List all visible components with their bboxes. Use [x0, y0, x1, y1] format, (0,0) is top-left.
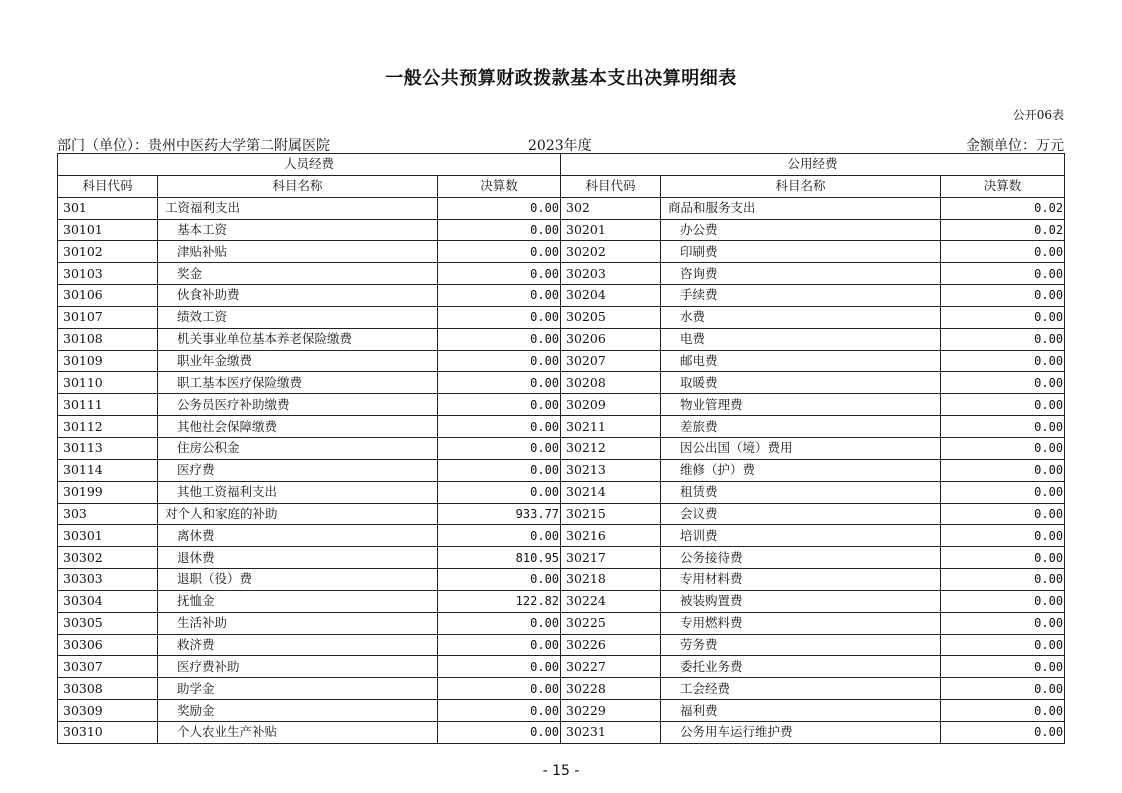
left-code-cell: 30306 — [58, 634, 158, 656]
table-row — [58, 656, 1065, 678]
left-code-cell: 30114 — [58, 459, 158, 481]
table-row — [58, 481, 1065, 503]
right-name-cell: 手续费 — [661, 285, 941, 307]
left-amount-cell: 0.00 — [438, 306, 561, 328]
left-code-cell: 30304 — [58, 590, 158, 612]
year-label: 2023年度 — [528, 138, 592, 154]
right-name-cell: 邮电费 — [661, 350, 941, 372]
right-name-cell: 水费 — [661, 306, 941, 328]
table-row — [58, 394, 1065, 416]
right-name-cell: 办公费 — [661, 219, 941, 241]
table-row — [58, 372, 1065, 394]
right-amount-cell: 0.00 — [941, 700, 1065, 722]
right-code-cell: 30205 — [561, 306, 661, 328]
left-name-cell: 津贴补贴 — [158, 241, 438, 263]
left-name-cell: 退休费 — [158, 547, 438, 569]
right-amount-cell: 0.00 — [941, 656, 1065, 678]
left-code-cell: 30107 — [58, 306, 158, 328]
left-code-cell: 303 — [58, 503, 158, 525]
left-code-cell: 30101 — [58, 219, 158, 241]
left-amount-cell: 0.00 — [438, 481, 561, 503]
left-amount-cell: 0.00 — [438, 219, 561, 241]
expenditure-table — [57, 153, 1065, 744]
table-row — [58, 569, 1065, 591]
right-name-cell: 会议费 — [661, 503, 941, 525]
right-name-cell: 印刷费 — [661, 241, 941, 263]
right-amount-cell: 0.00 — [941, 481, 1065, 503]
right-name-cell: 公务接待费 — [661, 547, 941, 569]
right-amount-cell: 0.00 — [941, 285, 1065, 307]
right-name-cell: 租赁费 — [661, 481, 941, 503]
left-name-cell: 奖金 — [158, 263, 438, 285]
right-amount-cell: 0.00 — [941, 525, 1065, 547]
left-name-cell: 离休费 — [158, 525, 438, 547]
right-amount-cell: 0.02 — [941, 219, 1065, 241]
right-name-cell: 差旅费 — [661, 416, 941, 438]
left-code-cell: 30303 — [58, 569, 158, 591]
table-row — [58, 525, 1065, 547]
right-code-cell: 30209 — [561, 394, 661, 416]
right-code-cell: 30228 — [561, 678, 661, 700]
left-code-cell: 30301 — [58, 525, 158, 547]
right-name-cell: 因公出国（境）费用 — [661, 437, 941, 459]
department-label: 部门（单位）：贵州中医药大学第二附属医院 — [57, 138, 330, 154]
right-amount-cell: 0.00 — [941, 306, 1065, 328]
left-amount-cell: 0.00 — [438, 241, 561, 263]
left-code-cell: 30102 — [58, 241, 158, 263]
table-row — [58, 416, 1065, 438]
left-amount-cell: 0.00 — [438, 700, 561, 722]
left-amount-cell: 0.00 — [438, 459, 561, 481]
unit-label: 金额单位：万元 — [966, 138, 1064, 154]
right-amount-cell: 0.00 — [941, 569, 1065, 591]
left-name-cell: 公务员医疗补助缴费 — [158, 394, 438, 416]
right-name-cell: 维修（护）费 — [661, 459, 941, 481]
table-row — [58, 678, 1065, 700]
right-amount-cell: 0.00 — [941, 503, 1065, 525]
left-name-cell: 抚恤金 — [158, 590, 438, 612]
left-name-cell: 机关事业单位基本养老保险缴费 — [158, 328, 438, 350]
left-name-cell: 医疗费补助 — [158, 656, 438, 678]
personnel-group-header: 人员经费 — [58, 154, 561, 176]
right-code-cell: 30203 — [561, 263, 661, 285]
left-amount-cell: 0.00 — [438, 394, 561, 416]
table-row — [58, 197, 1065, 219]
left-code-cell: 30307 — [58, 656, 158, 678]
table-row — [58, 219, 1065, 241]
left-amount-cell: 0.00 — [438, 525, 561, 547]
right-code-cell: 30215 — [561, 503, 661, 525]
left-amount-cell: 810.95 — [438, 547, 561, 569]
right-amount-cell: 0.00 — [941, 590, 1065, 612]
left-name-cell: 基本工资 — [158, 219, 438, 241]
left-code-cell: 30302 — [58, 547, 158, 569]
right-code-cell: 30224 — [561, 590, 661, 612]
left-amount-cell: 0.00 — [438, 328, 561, 350]
right-amount-cell: 0.00 — [941, 241, 1065, 263]
table-row — [58, 700, 1065, 722]
left-name-cell: 对个人和家庭的补助 — [158, 503, 438, 525]
table-row — [58, 459, 1065, 481]
right-amount-cell: 0.00 — [941, 437, 1065, 459]
left-name-cell: 奖励金 — [158, 700, 438, 722]
right-name-cell: 电费 — [661, 328, 941, 350]
right-code-cell: 30201 — [561, 219, 661, 241]
table-row — [58, 328, 1065, 350]
left-name-cell: 其他工资福利支出 — [158, 481, 438, 503]
left-code-cell: 30108 — [58, 328, 158, 350]
left-code-header: 科目代码 — [58, 175, 158, 197]
right-code-cell: 30217 — [561, 547, 661, 569]
table-row — [58, 634, 1065, 656]
right-name-cell: 被装购置费 — [661, 590, 941, 612]
left-amount-cell: 0.00 — [438, 437, 561, 459]
column-header-row — [58, 175, 1065, 197]
table-row — [58, 437, 1065, 459]
right-amount-cell: 0.00 — [941, 634, 1065, 656]
left-code-cell: 30113 — [58, 437, 158, 459]
right-code-cell: 30212 — [561, 437, 661, 459]
right-code-cell: 30229 — [561, 700, 661, 722]
left-code-cell: 30310 — [58, 721, 158, 743]
right-code-cell: 30216 — [561, 525, 661, 547]
public-group-header: 公用经费 — [561, 154, 1065, 176]
right-amount-cell: 0.00 — [941, 678, 1065, 700]
right-amount-cell: 0.00 — [941, 721, 1065, 743]
left-name-cell: 工资福利支出 — [158, 197, 438, 219]
left-name-cell: 绩效工资 — [158, 306, 438, 328]
table-row — [58, 306, 1065, 328]
form-number: 公开06表 — [1012, 108, 1064, 122]
left-amount-cell: 0.00 — [438, 634, 561, 656]
left-name-cell: 生活补助 — [158, 612, 438, 634]
left-code-cell: 30109 — [58, 350, 158, 372]
left-amount-cell: 0.00 — [438, 678, 561, 700]
right-code-cell: 30213 — [561, 459, 661, 481]
left-amount-cell: 933.77 — [438, 503, 561, 525]
right-code-cell: 30206 — [561, 328, 661, 350]
right-name-cell: 工会经费 — [661, 678, 941, 700]
left-amount-cell: 0.00 — [438, 569, 561, 591]
right-name-cell: 公务用车运行维护费 — [661, 721, 941, 743]
left-name-header: 科目名称 — [158, 175, 438, 197]
right-code-cell: 30211 — [561, 416, 661, 438]
table-row — [58, 241, 1065, 263]
right-name-cell: 委托业务费 — [661, 656, 941, 678]
right-code-cell: 30207 — [561, 350, 661, 372]
right-code-cell: 30227 — [561, 656, 661, 678]
left-name-cell: 救济费 — [158, 634, 438, 656]
left-amount-cell: 0.00 — [438, 416, 561, 438]
left-name-cell: 助学金 — [158, 678, 438, 700]
left-amount-cell: 0.00 — [438, 263, 561, 285]
right-code-cell: 302 — [561, 197, 661, 219]
left-name-cell: 医疗费 — [158, 459, 438, 481]
table-row — [58, 721, 1065, 743]
right-code-cell: 30226 — [561, 634, 661, 656]
right-name-cell: 劳务费 — [661, 634, 941, 656]
left-name-cell: 个人农业生产补贴 — [158, 721, 438, 743]
right-code-cell: 30202 — [561, 241, 661, 263]
left-code-cell: 30308 — [58, 678, 158, 700]
left-code-cell: 30309 — [58, 700, 158, 722]
right-amount-cell: 0.00 — [941, 394, 1065, 416]
right-amount-cell: 0.00 — [941, 459, 1065, 481]
right-amount-cell: 0.00 — [941, 263, 1065, 285]
left-amount-cell: 0.00 — [438, 197, 561, 219]
table-row — [58, 263, 1065, 285]
table-row — [58, 503, 1065, 525]
right-name-header: 科目名称 — [661, 175, 941, 197]
right-code-cell: 30231 — [561, 721, 661, 743]
left-amount-cell: 0.00 — [438, 721, 561, 743]
left-amount-cell: 0.00 — [438, 285, 561, 307]
right-name-cell: 取暖费 — [661, 372, 941, 394]
right-code-cell: 30225 — [561, 612, 661, 634]
left-code-cell: 30199 — [58, 481, 158, 503]
left-name-cell: 其他社会保障缴费 — [158, 416, 438, 438]
right-code-cell: 30208 — [561, 372, 661, 394]
left-name-cell: 职业年金缴费 — [158, 350, 438, 372]
left-amount-cell: 0.00 — [438, 612, 561, 634]
right-amount-cell: 0.00 — [941, 328, 1065, 350]
left-amount-cell: 0.00 — [438, 350, 561, 372]
right-code-cell: 30214 — [561, 481, 661, 503]
left-name-cell: 退职（役）费 — [158, 569, 438, 591]
left-code-cell: 301 — [58, 197, 158, 219]
right-code-cell: 30218 — [561, 569, 661, 591]
table-row — [58, 285, 1065, 307]
left-code-cell: 30110 — [58, 372, 158, 394]
table-row — [58, 590, 1065, 612]
left-code-cell: 30106 — [58, 285, 158, 307]
right-amount-cell: 0.00 — [941, 612, 1065, 634]
right-name-cell: 培训费 — [661, 525, 941, 547]
table-row — [58, 612, 1065, 634]
table-row — [58, 350, 1065, 372]
right-amount-header: 决算数 — [941, 175, 1065, 197]
left-amount-cell: 0.00 — [438, 372, 561, 394]
right-code-cell: 30204 — [561, 285, 661, 307]
right-name-cell: 专用材料费 — [661, 569, 941, 591]
page-title: 一般公共预算财政拨款基本支出决算明细表 — [385, 68, 737, 89]
group-header-row — [58, 154, 1065, 176]
left-amount-cell: 122.82 — [438, 590, 561, 612]
left-name-cell: 伙食补助费 — [158, 285, 438, 307]
right-amount-cell: 0.00 — [941, 416, 1065, 438]
left-name-cell: 住房公积金 — [158, 437, 438, 459]
right-amount-cell: 0.00 — [941, 547, 1065, 569]
left-code-cell: 30111 — [58, 394, 158, 416]
right-name-cell: 福利费 — [661, 700, 941, 722]
left-code-cell: 30305 — [58, 612, 158, 634]
left-amount-cell: 0.00 — [438, 656, 561, 678]
table-row — [58, 547, 1065, 569]
left-name-cell: 职工基本医疗保险缴费 — [158, 372, 438, 394]
right-amount-cell: 0.00 — [941, 350, 1065, 372]
right-name-cell: 专用燃料费 — [661, 612, 941, 634]
left-code-cell: 30112 — [58, 416, 158, 438]
right-code-header: 科目代码 — [561, 175, 661, 197]
right-amount-cell: 0.00 — [941, 372, 1065, 394]
right-name-cell: 商品和服务支出 — [661, 197, 941, 219]
right-name-cell: 咨询费 — [661, 263, 941, 285]
left-code-cell: 30103 — [58, 263, 158, 285]
left-amount-header: 决算数 — [438, 175, 561, 197]
right-amount-cell: 0.02 — [941, 197, 1065, 219]
right-name-cell: 物业管理费 — [661, 394, 941, 416]
page-number: - 15 - — [542, 763, 580, 779]
